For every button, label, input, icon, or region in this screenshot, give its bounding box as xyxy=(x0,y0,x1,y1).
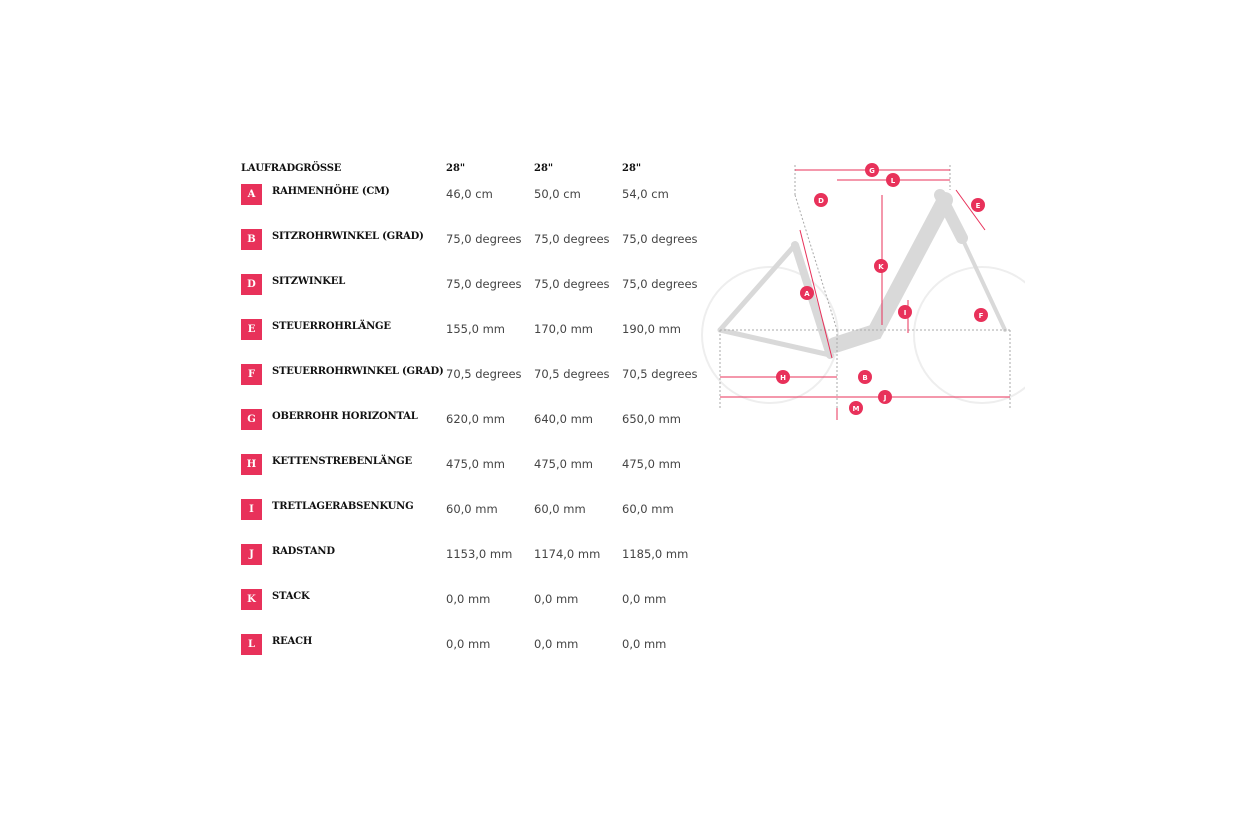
row-label: STEUERROHRWINKEL (GRAD) xyxy=(272,366,444,377)
row-value-size-3: 190,0 mm xyxy=(622,322,681,336)
table-row xyxy=(241,225,711,270)
table-row xyxy=(241,405,711,450)
row-value-size-1: 75,0 degrees xyxy=(446,277,522,291)
wheel-size-label: LAUFRADGRÖSSE xyxy=(241,163,342,174)
row-value-size-3: 70,5 degrees xyxy=(622,367,698,381)
table-row xyxy=(241,495,711,540)
label-j-badge xyxy=(878,390,892,404)
row-label: REACH xyxy=(272,636,313,647)
row-value-size-1: 155,0 mm xyxy=(446,322,505,336)
row-value-size-1: 0,0 mm xyxy=(446,637,491,651)
row-value-size-2: 60,0 mm xyxy=(534,502,586,516)
label-g-badge xyxy=(865,163,879,177)
row-value-size-3: 475,0 mm xyxy=(622,457,681,471)
row-value-size-2: 0,0 mm xyxy=(534,592,579,606)
row-value-size-2: 70,5 degrees xyxy=(534,367,610,381)
row-label: RAHMENHÖHE (CM) xyxy=(272,186,390,197)
label-i-badge xyxy=(898,305,912,319)
row-letter-badge: J xyxy=(241,544,262,565)
row-value-size-3: 650,0 mm xyxy=(622,412,681,426)
row-value-size-2: 75,0 degrees xyxy=(534,232,610,246)
table-row xyxy=(241,585,711,630)
row-label: SITZWINKEL xyxy=(272,276,346,287)
row-value-size-1: 75,0 degrees xyxy=(446,232,522,246)
svg-text:A: A xyxy=(804,290,810,298)
table-row xyxy=(241,270,711,315)
size-column-1: 28" xyxy=(446,163,466,174)
row-value-size-2: 0,0 mm xyxy=(534,637,579,651)
svg-text:F: F xyxy=(978,312,984,320)
table-row xyxy=(241,450,711,495)
row-label: STACK xyxy=(272,591,310,602)
row-letter-badge: E xyxy=(241,319,262,340)
row-value-size-2: 1174,0 mm xyxy=(534,547,601,561)
table-header-row xyxy=(241,150,711,180)
front-wheel xyxy=(914,267,1025,403)
row-value-size-1: 0,0 mm xyxy=(446,592,491,606)
label-a-badge xyxy=(800,286,814,300)
row-letter-badge: L xyxy=(241,634,262,655)
table-row xyxy=(241,315,711,360)
row-value-size-2: 50,0 cm xyxy=(534,187,581,201)
label-k-badge xyxy=(874,259,888,273)
row-value-size-3: 0,0 mm xyxy=(622,637,667,651)
row-letter-badge: F xyxy=(241,364,262,385)
label-h-badge xyxy=(776,370,790,384)
row-value-size-2: 475,0 mm xyxy=(534,457,593,471)
row-letter-badge: B xyxy=(241,229,262,250)
row-label: SITZROHRWINKEL (GRAD) xyxy=(272,231,424,242)
svg-text:D: D xyxy=(818,197,824,205)
row-label: KETTENSTREBENLÄNGE xyxy=(272,456,412,467)
row-value-size-2: 75,0 degrees xyxy=(534,277,610,291)
row-value-size-1: 70,5 degrees xyxy=(446,367,522,381)
table-body xyxy=(241,180,711,675)
row-value-size-3: 60,0 mm xyxy=(622,502,674,516)
row-value-size-3: 54,0 cm xyxy=(622,187,669,201)
row-value-size-1: 475,0 mm xyxy=(446,457,505,471)
svg-text:J: J xyxy=(883,394,887,402)
svg-text:K: K xyxy=(878,263,884,271)
row-letter-badge: H xyxy=(241,454,262,475)
row-value-size-1: 620,0 mm xyxy=(446,412,505,426)
row-value-size-3: 75,0 degrees xyxy=(622,277,698,291)
row-letter-badge: A xyxy=(241,184,262,205)
label-e-badge xyxy=(971,198,985,212)
svg-text:L: L xyxy=(890,177,896,185)
row-value-size-2: 640,0 mm xyxy=(534,412,593,426)
table-row xyxy=(241,630,711,675)
row-label: RADSTAND xyxy=(272,546,335,557)
row-value-size-3: 75,0 degrees xyxy=(622,232,698,246)
row-value-size-2: 170,0 mm xyxy=(534,322,593,336)
row-value-size-3: 0,0 mm xyxy=(622,592,667,606)
geometry-table xyxy=(241,150,711,675)
row-letter-badge: K xyxy=(241,589,262,610)
label-f-badge xyxy=(974,308,988,322)
bike-geometry-diagram xyxy=(700,150,1025,430)
row-label: STEUERROHRLÄNGE xyxy=(272,321,391,332)
label-m-badge xyxy=(849,401,863,415)
label-l-badge xyxy=(886,173,900,187)
row-letter-badge: D xyxy=(241,274,262,295)
row-label: OBERROHR HORIZONTAL xyxy=(272,411,418,422)
row-value-size-1: 46,0 cm xyxy=(446,187,493,201)
svg-text:E: E xyxy=(975,202,981,210)
svg-text:H: H xyxy=(780,374,786,382)
table-row xyxy=(241,360,711,405)
row-label: TRETLAGERABSENKUNG xyxy=(272,501,414,512)
row-letter-badge: I xyxy=(241,499,262,520)
svg-text:I: I xyxy=(903,309,907,317)
svg-text:M: M xyxy=(852,405,860,413)
rear-wheel xyxy=(702,267,838,403)
svg-text:G: G xyxy=(869,167,875,175)
row-value-size-1: 60,0 mm xyxy=(446,502,498,516)
label-d-badge xyxy=(814,193,828,207)
bike-frame xyxy=(720,195,1005,355)
row-letter-badge: G xyxy=(241,409,262,430)
row-value-size-1: 1153,0 mm xyxy=(446,547,513,561)
table-row xyxy=(241,540,711,585)
size-column-2: 28" xyxy=(534,163,554,174)
svg-text:B: B xyxy=(862,374,868,382)
size-column-3: 28" xyxy=(622,163,642,174)
label-b-badge xyxy=(858,370,872,384)
row-value-size-3: 1185,0 mm xyxy=(622,547,689,561)
table-row xyxy=(241,180,711,225)
